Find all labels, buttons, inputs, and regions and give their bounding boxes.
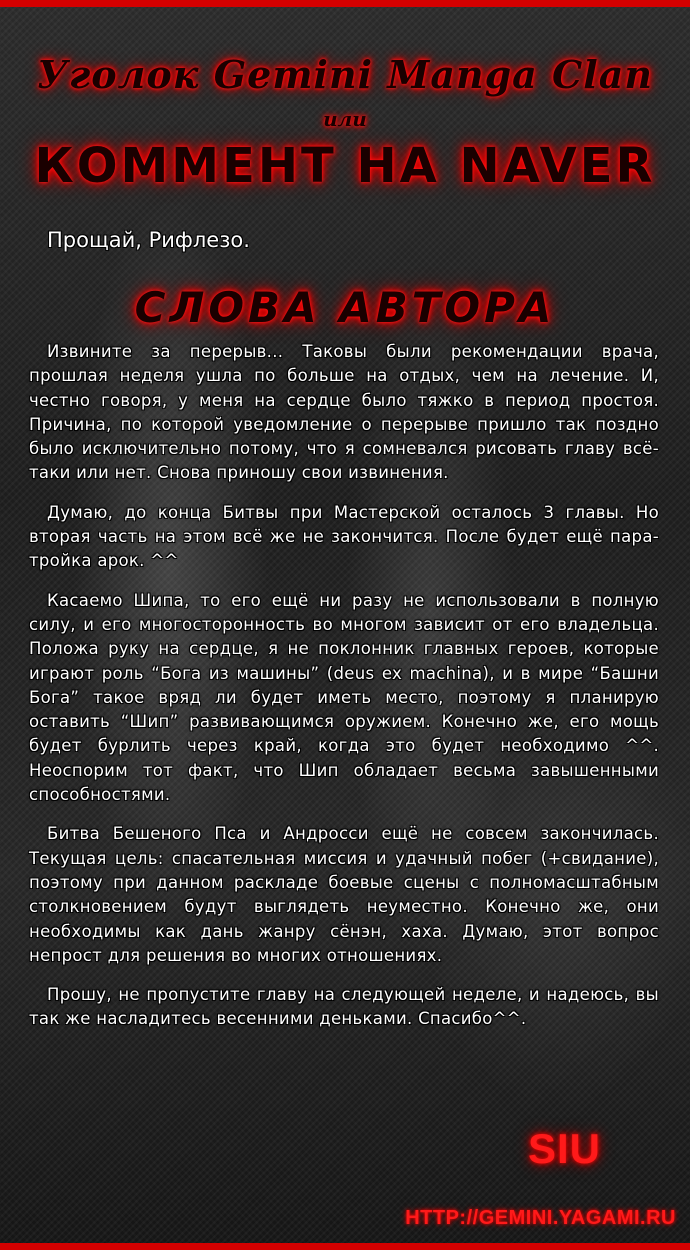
paragraph: Извините за перерыв... Таковы были рекомендации врача, прошлая неделя ушла по больше на отдых, чем на лечение. И, честно говоря, у меня на сердце было тяжко в период простоя. Причина, по которой уведомление о перерыве пришло так поздно было исключительно потому, что я сомневался рисовать главу всё-таки или нет. Снова приношу свои извинения. bbox=[29, 342, 659, 483]
header-or: или bbox=[323, 107, 367, 131]
author-signature: SIU bbox=[528, 1125, 602, 1172]
paragraph: Прошу, не пропустите главу на следующей неделе, и надеюсь, вы так же насладитесь весенними деньками. Спасибо^^. bbox=[29, 985, 659, 1029]
paragraph: Касаемо Шипа, то его ещё ни разу не использовали в полную силу, и его многосторонность во многом зависит от его владельца. Положа руку на сердце, я не поклонник главных героев, которые играют роль “Бога из машины” (deus ex machina), и в мире “Башни Бога” такое вряд ли будет иметь место, поэтому я планирую оставить “Шип” развивающимся оружием. Конечно же, его мощь будет бурлить через край, когда это будет необходимо ^^. Неоспорим тот факт, что Шип обладает весьма завышенными способностями. bbox=[29, 590, 659, 805]
bottom-red-border bbox=[0, 1243, 690, 1250]
author-note-body bbox=[29, 340, 659, 1047]
site-url-link[interactable]: HTTP://GEMINI.YAGAMI.RU bbox=[405, 1207, 676, 1229]
section-title: СЛОВА АВТОРА bbox=[134, 283, 556, 332]
paragraph: Думаю, до конца Битвы при Мастерской осталось 3 главы. Но вторая часть на этом всё же не закончится. После будет ещё пара-тройка арок. ^^ bbox=[29, 502, 659, 571]
top-red-border bbox=[0, 0, 690, 7]
header-subtitle: КОММЕНТ НА NAVER bbox=[34, 138, 656, 194]
intro-line: Прощай, Рифлезо. bbox=[47, 228, 250, 252]
header-title: Уголок Gemini Manga Clan bbox=[37, 52, 653, 97]
paragraph: Битва Бешеного Пса и Андросси ещё не совсем закончилась. Текущая цель: спасательная миссия и удачный побег (+свидание), поэтому при данном раскладе боевые сцены с полномасштабным столкновением будут выглядеть неуместно. Конечно же, они необходимы как дань жанру сёнэн, хаха. Думаю, этот вопрос непрост для решения во многих отношениях. bbox=[29, 824, 659, 965]
